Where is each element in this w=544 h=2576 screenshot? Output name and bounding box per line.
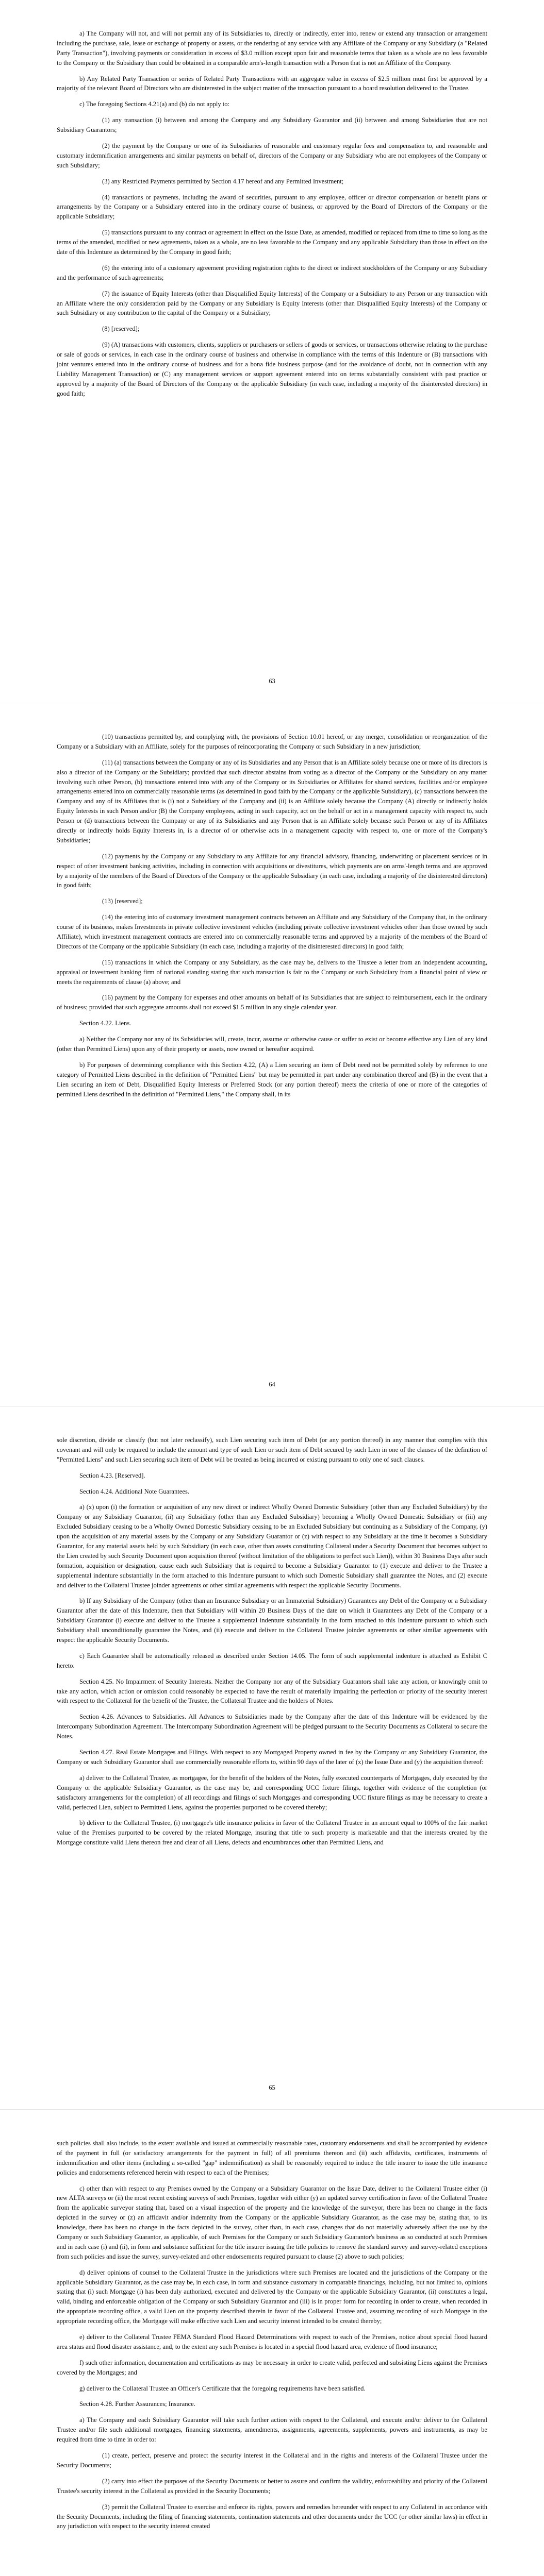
paragraph: d) deliver opinions of counsel to the Collateral Trustee in the jurisdictions where such Premises are located and the jurisdictions of the Company or the applicable Subsidiary Guarantor, as the case may be, in each case, in form and substance customary in comparable financings, including, but not limited to, opinions stating that (i) such Mortgage (i) has been duly authorized, executed and delivered by the Company or the applicable Subsidiary Guarantor, (ii) constitutes a legal, valid, binding and enforceable obligation of the Company or such Subsidiary Guarantor and (iii) is in proper form for recording in order to create, when recorded in the appropriate recording office, a valid Lien on the property described therein in favor of the Collateral Trustee and, assuming recording of such Mortgage in the appropriate recording office, the Mortgage will make effective such Lien and security interest intended to be created thereby; (57, 2268, 487, 2325)
paragraph: (1) create, perfect, preserve and protect the security interest in the Collateral and in the rights and interests of the Collateral Trustee under the Security Documents; (57, 2452, 487, 2469)
paragraph: f) such other information, documentation and certifications as may be necessary in order to create valid, perfected and subsisting Liens against the Premises covered by the Mortgages; and (57, 2359, 487, 2376)
paragraph: (3) permit the Collateral Trustee to exercise and enforce its rights, powers and remedies hereunder with respect to any Collateral in accordance with the Security Documents, including the filing of financing statements, continuation statements and other documents under the UCC (or other similar laws) in effect in any jurisdiction with respect to the security interest created (57, 2503, 487, 2530)
section-heading: Section 4.23. [Reserved]. (79, 1471, 145, 1479)
paragraph: Section 4.26. Advances to Subsidiaries. All Advances to Subsidiaries made by the Company after the date of this Indenture will be evidenced by the Intercompany Subordination Agreement. The Intercompany Subordination Agreement will be pledged pursuant to the Security Documents as Collateral to secure the Notes. (57, 1713, 487, 1740)
paragraph: Section 4.27. Real Estate Mortgages and Filings. With respect to any Mortgaged Property owned in fee by the Company or any Subsidiary Guarantor, the Company or such Subsidiary Guarantor shall use commercially reasonable efforts to, within 90 days of the later of (x) the Issue Date and (y) the acquisition thereof: (57, 1749, 487, 1766)
section-heading: Section 4.22. Liens. (79, 1020, 131, 1027)
paragraph: (11) (a) transactions between the Company or any of its Subsidiaries and any Person that is an Affiliate solely because one or more of its directors is also a director of the Company or the Subsidiary; provided that such director abstains from voting as a director of the Company or the Subsidiary on any matter involving such other Person, (b) transactions entered into with any of the Company or its Subsidiaries or Affiliates for shared services, facilities and/or employee arrangements entered into on commercially reasonable terms (as determined in good faith by the Company or the applicable Subsidiary), (c) transactions between the Company and any of its Affiliates that is (i) not a Subsidiary of the Company and (ii) is an Affiliate solely because the Company (A) directly or indirectly holds Equity Interests in such Person and/or (B) the Company employees, acting in such capacity, act on the behalf or act in a management capacity with respect to, such Person or (d) transactions between the Company or any of its Subsidiaries and any Person that is an Affiliate solely because such Person or any of its Affiliates directly or indirectly holds Equity Interests in, is a director of or otherwise acts in a management capacity with respect to, one or more of the Company's Subsidiaries; (57, 758, 487, 844)
paragraph: (12) payments by the Company or any Subsidiary to any Affiliate for any financial advisory, financing, underwriting or placement services or in respect of other investment banking activities, including in connection with acquisitions or divestitures, which payments are on arms'-length terms and are approved by a majority of the members of the Board of Directors of the Company or the applicable Subsidiary (in each case, including a majority of the disinterested directors) in good faith; (57, 852, 487, 889)
paragraph: (9) (A) transactions with customers, clients, suppliers or purchasers or sellers of goods or services, or transactions otherwise relating to the purchase or sale of goods or services, in each case in the ordinary course of business and otherwise in compliance with the terms of this Indenture or (B) transactions with joint ventures entered into in the ordinary course of business and for a bona fide business purpose (and for the avoidance of doubt, not in connection with any Liability Management Transaction) or (C) any management services or support agreement entered into on terms substantially consistent with past practice or approved by a majority of the Board of Directors of the Company or the applicable Subsidiary (in each case, including a majority of the disinterested directors) in good faith; (57, 341, 487, 397)
page-66 (0, 2110, 544, 2576)
paragraph: a) (x) upon (i) the formation or acquisition of any new direct or indirect Wholly Owned Domestic Subsidiary (other than any Excluded Subsidiary) by the Company or any Subsidiary Guarantor, (ii) any Subsidiary (other than any Excluded Subsidiary) becoming a Wholly Owned Domestic Subsidiary or (iii) any Excluded Subsidiary ceasing to be a Wholly Owned Domestic Subsidiary ceasing to be an Excluded Subsidiary but continuing as a Subsidiary of the Company, (y) upon the acquisition of any material assets by the Company or any Subsidiary Guarantor or (z) with respect to any Subsidiary at the time it becomes a Subsidiary Guarantor, for any material assets held by such Subsidiary (in each case, other than assets constituting Collateral under a Security Document that becomes subject to the Lien created by such Security Document upon acquisition thereof (without limitation of the obligations to perfect such Lien)), within 30 Business Days after such formation, acquisition or designation, cause each such Subsidiary that is required to become a Subsidiary Guarantor to (1) execute and deliver to the Trustee a supplemental indenture substantially in the form attached to this Indenture pursuant to which such Domestic Subsidiary shall guarantee the Notes, and (2) execute and deliver to the Collateral Trustee joinder agreements or other similar agreements with respect the applicable Security Documents. (57, 1503, 487, 1589)
paragraph: (4) transactions or payments, including the award of securities, pursuant to any employee, officer or director compensation or benefit plans or arrangements by the Company or a Subsidiary entered into in the ordinary course of business, or approved by the Board of Directors of the Company or the applicable Subsidiary; (57, 193, 487, 221)
page-number: 65 (269, 2084, 275, 2091)
paragraph: (1) any transaction (i) between and among the Company and any Subsidiary Guarantor and (ii) between and among Subsidiaries that are not Subsidiary Guarantors; (57, 116, 487, 134)
paragraph: (5) transactions pursuant to any contract or agreement in effect on the Issue Date, as amended, modified or replaced from time to time so long as the terms of the amended, modified or new agreements, taken as a whole, are no less favorable to the Company and any applicable Subsidiary than those in effect on the date of this Indenture as determined by the Company in good faith; (57, 229, 487, 256)
section-heading: Section 4.28. Further Assurances; Insurance. (79, 2400, 195, 2408)
paragraph: b) deliver to the Collateral Trustee, (i) mortgagee's title insurance policies in favor of the Collateral Trustee in an amount equal to 100% of the fair market value of the Premises purported to be covered by the related Mortgage, insuring that title to such property is marketable and that the interests created by the Mortgage constitute valid Liens thereon free and clear of all Liens, defects and encumbrances other than Permitted Liens, and (57, 1819, 487, 1846)
page-65 (0, 1406, 544, 2110)
paragraph: e) deliver to the Collateral Trustee FEMA Standard Flood Hazard Determinations with respect to each of the Premises, notice about special flood hazard area status and flood disaster assistance, and, to the extent any such Premises is located in a special flood hazard area, evidence of flood insurance; (57, 2333, 487, 2350)
paragraph: (3) any Restricted Payments permitted by Section 4.17 hereof and any Permitted Investment; (102, 177, 344, 185)
paragraph: Section 4.25. No Impairment of Security Interests. Neither the Company nor any of the Subsidiary Guarantors shall take any action, or knowingly omit to take any action, which action or omission could reasonably be expected to have the result of materially impairing the perfection or priority of the security interest with respect to the Collateral for the benefit of the Trustee, the Collateral Trustee and the holders of Notes. (57, 1677, 487, 1705)
paragraph: (10) transactions permitted by, and complying with, the provisions of Section 10.01 hereof, or any merger, consolidation or reorganization of the Company or a Subsidiary with an Affiliate, solely for the purposes of reincorporating the Company or such Subsidiary in a new jurisdiction; (57, 733, 487, 750)
paragraph: c) Each Guarantee shall be automatically released as described under Section 14.05. The form of such supplemental indenture is attached as Exhibit C hereto. (57, 1652, 487, 1669)
paragraph: (13) [reserved]; (102, 897, 143, 905)
paragraph: (2) carry into effect the purposes of the Security Documents or better to assure and confirm the validity, enforceability and priority of the Collateral Trustee's security interest in the Collateral as provided in the Security Documents; (57, 2477, 487, 2495)
paragraph: b) Any Related Party Transaction or series of Related Party Transactions with an aggregate value in excess of $2.5 million must first be approved by a majority of the relevant Board of Directors who are disinterested in the subject matter of the transaction pursuant to a board resolution delivered to the Trustee. (57, 75, 487, 92)
paragraph: g) deliver to the Collateral Trustee an Officer's Certificate that the foregoing requirements have been satisfied. (79, 2384, 366, 2392)
paragraph: (16) payment by the Company for expenses and other amounts on behalf of its Subsidiaries that are subject to reimbursement, each in the ordinary of business; provided that such aggregate amounts shall not exceed $1.5 million in any single calendar year. (57, 994, 487, 1011)
paragraph: a) deliver to the Collateral Trustee, as mortgagee, for the benefit of the holders of the Notes, fully executed counterparts of Mortgages, duly executed by the Company or the applicable Subsidiary Guarantor, as the case may be, and corresponding UCC fixture filings, together with evidence of the completion (or satisfactory arrangements for the completion) of all recordings and filings of such Mortgages and corresponding UCC fixture filings as may be necessary to create a valid, perfected Lien, subject to Permitted Liens, against the properties purported to be covered thereby; (57, 1774, 487, 1811)
paragraph: (2) the payment by the Company or one of its Subsidiaries of reasonable and customary regular fees and compensation to, and reasonable and customary indemnification arrangements and similar payments on behalf of, directors of the Company or any Subsidiary who are not employees of the Company or such Subsidiary; (57, 142, 487, 169)
paragraph: (14) the entering into of customary investment management contracts between an Affiliate and any Subsidiary of the Company that, in the ordinary course of its business, makes Investments in private collective investment vehicles (including private collective investment vehicles other than those owned by such Affiliate), which investment management contracts are entered into on commercially reasonable terms and approved by a majority of the members of the Board of Directors of the Company or the applicable Subsidiary (in each case, including a majority of the disinterested directors) in good faith; (57, 913, 487, 950)
paragraph: a) The Company will not, and will not permit any of its Subsidiaries to, directly or indirectly, enter into, renew or extend any transaction or arrangement including the purchase, sale, lease or exchange of property or assets, or the rendering of any service with any Affiliate of the Company or any Subsidiary (a "Related Party Transaction"), involving payments or consideration in excess of $3.0 million except upon fair and reasonable terms that taken as a whole are no less favorable to the Company or the Subsidiary than could be obtained in a comparable arm's-length transaction with a Person that is not an Affiliate of the Company. (57, 30, 487, 66)
paragraph: c) other than with respect to any Premises owned by the Company or a Subsidiary Guarantor on the Issue Date, deliver to the Collateral Trustee either (i) new ALTA surveys or (ii) the most recent existing surveys of such Premises, together with either (y) an updated survey certification in favor of the Collateral Trustee from the applicable surveyor stating that, based on a visual inspection of the property and the knowledge of the surveyor, there has been no change in the facts depicted in the survey or (z) an affidavit and/or indemnity from the Company or the applicable Subsidiary Guarantor, as the case may be, stating that, to its knowledge, there has been no change in the facts depicted in the survey, other than, in each case, changes that do not materially adversely affect the use by the Company or such Subsidiary Guarantor, as applicable, of such Premises for the Company or such Subsidiary Guarantor's business as so conducted at such Premises and in each case (i) and (ii), in form and substance sufficient for the title insurer issuing the title policies to remove the standard survey and survey-related exceptions from such policies and issue the survey, survey-related and other endorsements required pursuant to clause (2) above to such policies; (57, 2184, 487, 2260)
paragraph: sole discretion, divide or classify (but not later reclassify), such Lien securing such item of Debt (or any portion thereof) in any manner that complies with this covenant and will only be required to include the amount and type of such Lien or such item of Debt secured by such Lien in one of the clauses of the definition of "Permitted Liens" and such Lien securing such item of Debt will be treated as being incurred or existing pursuant to only one of such clauses. (57, 1436, 487, 1463)
paragraph: such policies shall also include, to the extent available and issued at commercially reasonable rates, customary endorsements and shall be accompanied by evidence of the payment in full (or satisfactory arrangements for the payment in full) of all premiums thereon and (ii) such affidavits, certificates, instruments of indemnification and other items (including a so-called "gap" indemnification) as shall be reasonably required to induce the title insurer to issue the title insurance policies and endorsements referenced herein with respect to each of the Premises; (57, 2140, 487, 2176)
paragraph: b) For purposes of determining compliance with this Section 4.22, (A) a Lien securing an item of Debt need not be permitted solely by reference to one category of Permitted Liens described in the definition of "Permitted Liens" but may be permitted in part under any combination thereof and (B) in the event that a Lien securing an item of Debt, Disqualified Equity Interests or Preferred Stock (or any portion thereof) meets the criteria of one or more of the categories of permitted Liens described in the definition of "Permitted Liens," the Company shall, in its (57, 1061, 487, 1098)
paragraph: (7) the issuance of Equity Interests (other than Disqualified Equity Interests) of the Company or a Subsidiary to any Person or any transaction with an Affiliate where the only consideration paid by the Company or any Subsidiary is Equity Interests (other than Disqualified Equity Interests) of the Company or such Subsidiary or any contribution to the capital of the Company or a Subsidiary; (57, 290, 487, 317)
page-63 (0, 0, 544, 703)
paragraph: a) The Company and each Subsidiary Guarantor will take such further action with respect to the Collateral, and execute and/or deliver to the Collateral Trustee and/or file such additional mortgages, financing statements, amendments, assignments, agreements, supplements, powers and instruments, as may be required from time to time in order to: (57, 2416, 487, 2444)
page-number: 64 (269, 1381, 275, 1388)
paragraph: c) The foregoing Sections 4.21(a) and (b) do not apply to: (79, 100, 230, 108)
paragraph: a) Neither the Company nor any of its Subsidiaries will, create, incur, assume or otherwise cause or suffer to exist or become effective any Lien of any kind (other than Permitted Liens) upon any of their property or assets, now owned or hereafter acquired. (57, 1036, 487, 1053)
page-64 (0, 703, 544, 1406)
paragraph: (8) [reserved]; (102, 325, 140, 333)
paragraph: b) If any Subsidiary of the Company (other than an Insurance Subsidiary or an Immaterial Subsidiary) Guarantees any Debt of the Company or a Subsidiary Guarantor after the date of this Indenture, then that Subsidiary will within 20 Business Days of the date on which it Guarantees any Debt of the Company or a Subsidiary Guarantor (i) execute and deliver to the Trustee a supplemental indenture substantially in the form attached to this Indenture pursuant to which such Subsidiary shall unconditionally guarantee the Notes, and (ii) execute and deliver to the Collateral Trustee joinder agreements or other similar agreements with respect the applicable Security Documents. (57, 1597, 487, 1644)
section-heading: Section 4.24. Additional Note Guarantees. (79, 1487, 189, 1495)
page-number: 63 (269, 677, 275, 685)
paragraph: (15) transactions in which the Company or any Subsidiary, as the case may be, delivers to the Trustee a letter from an independent accounting, appraisal or investment banking firm of national standing stating that such transaction is fair to the Company or such Subsidiary from a financial point of view or meets the requirements of clause (a) above; and (57, 958, 487, 986)
paragraph: (6) the entering into of a customary agreement providing registration rights to the direct or indirect stockholders of the Company or any Subsidiary and the performance of such agreements; (57, 264, 487, 281)
